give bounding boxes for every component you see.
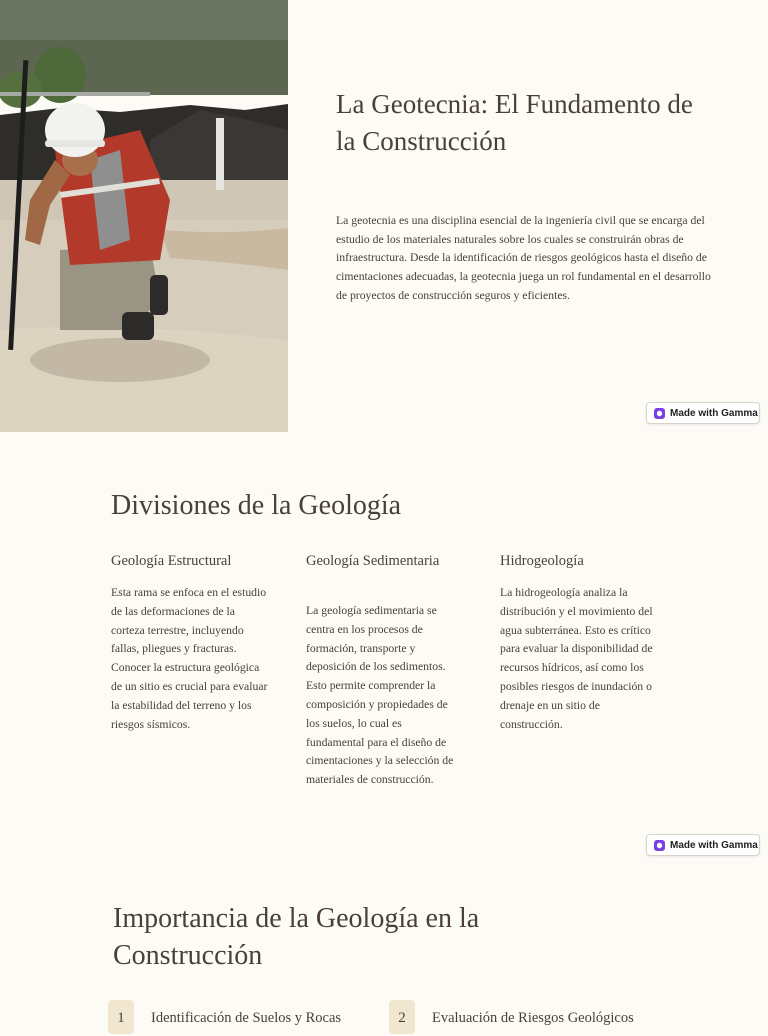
gamma-badge-label: Made with Gamma bbox=[670, 839, 758, 851]
division-text: Esta rama se enfoca en el estudio de las deformaciones de la corteza terrestre, incluyendo fallas, pliegues y fracturas. Conocer la estructura geológica de un sitio es crucial para evaluar la estabilidad del terreno y los riesgos sísmicos. bbox=[111, 586, 268, 731]
importancia-heading: Importancia de la Geología en la Construcción bbox=[113, 903, 480, 971]
division-title: Geología Sedimentaria bbox=[306, 553, 440, 569]
division-title: Hidrogeología bbox=[500, 553, 584, 569]
gamma-logo-icon bbox=[654, 408, 665, 419]
step-number-badge: 2 bbox=[389, 1000, 415, 1034]
gamma-logo-icon bbox=[654, 840, 665, 851]
divisiones-heading: Divisiones de la Geología bbox=[111, 490, 402, 521]
made-with-gamma-badge[interactable] bbox=[646, 402, 760, 424]
division-column-hidrogeologia bbox=[500, 551, 658, 734]
division-column-estructural bbox=[111, 551, 269, 734]
hero-photo-worker-kneeling bbox=[0, 0, 288, 432]
made-with-gamma-badge[interactable] bbox=[646, 834, 760, 856]
step-title: Identificación de Suelos y Rocas bbox=[151, 1010, 342, 1026]
step-number-badge: 1 bbox=[108, 1000, 134, 1034]
division-column-sedimentaria bbox=[306, 551, 458, 790]
division-title: Geología Estructural bbox=[111, 553, 232, 569]
division-text: La hidrogeología analiza la distribución y el movimiento del agua subterránea. Esto es crítico para evaluar la disponibilidad de recursos hídricos, así como los posibles riesgos de inundación o drenaje en un sitio de construcción. bbox=[500, 586, 653, 731]
gamma-badge-label: Made with Gamma bbox=[670, 407, 758, 419]
hero-title: La Geotecnia: El Fundamento de la Construcción bbox=[336, 89, 693, 156]
division-text: La geología sedimentaria se centra en los procesos de formación, transporte y deposición de los sedimentos. Esto permite comprender la composición y propiedades de los suelos, lo cual es fundamental para el diseño de cimentaciones y la selección de materiales de construcción. bbox=[306, 604, 454, 787]
step-title: Evaluación de Riesgos Geológicos bbox=[432, 1010, 634, 1026]
hero-paragraph: La geotecnia es una disciplina esencial de la ingeniería civil que se encarga del estudio de los materiales naturales sobre los cuales se construirán obras de infraestructura. Desde la identificación de riesgos geológicos hasta el diseño de cimentaciones adecuadas, la geotecnia juega un rol fundamental en el desarrollo de proyectos de construcción seguros y eficientes. bbox=[336, 214, 711, 302]
